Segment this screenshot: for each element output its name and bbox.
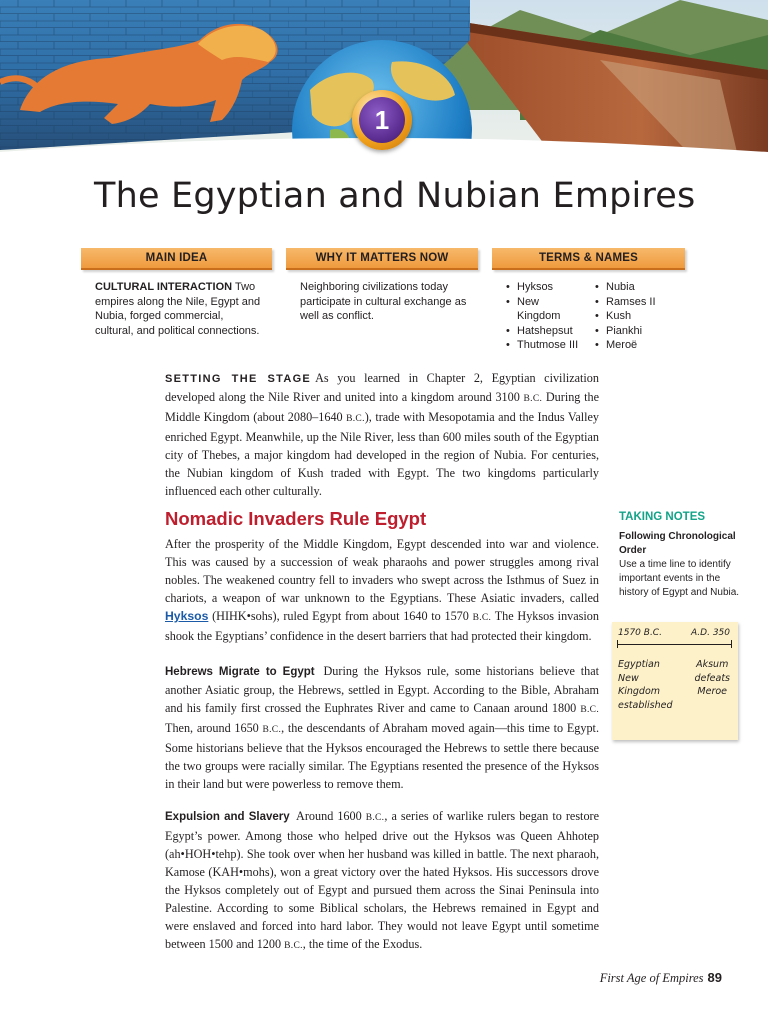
timeline-start-tick bbox=[617, 640, 618, 648]
main-idea-header: MAIN IDEA bbox=[81, 248, 272, 270]
setting-the-stage-label: SETTING THE STAGE bbox=[165, 373, 312, 385]
body-paragraph-3 bbox=[165, 807, 599, 955]
term-item: • Meroë bbox=[594, 338, 674, 353]
era-abbrev: B.C. bbox=[472, 613, 492, 623]
timeline-line bbox=[617, 644, 732, 645]
terms-list-left bbox=[505, 280, 585, 353]
term-item: • Hatshepsut bbox=[505, 324, 585, 339]
term-item: • Hyksos bbox=[505, 280, 585, 295]
event-line: Kingdom bbox=[618, 686, 661, 697]
term-item: • New Kingdom bbox=[505, 295, 585, 324]
timeline-notecard bbox=[612, 622, 738, 740]
taking-notes-header: TAKING NOTES bbox=[619, 511, 706, 523]
timeline-start-label: 1570 B.C. bbox=[618, 628, 662, 638]
era-abbrev: B.C. bbox=[365, 813, 385, 823]
text-run: Then, around 1650 bbox=[165, 721, 263, 735]
setting-the-stage-paragraph bbox=[165, 369, 599, 500]
body-paragraph-1 bbox=[165, 535, 599, 645]
page-title: The Egyptian and Nubian Empires bbox=[94, 176, 696, 216]
era-abbrev: B.C. bbox=[523, 394, 543, 404]
timeline-end-label: A.D. 350 bbox=[690, 628, 730, 638]
subhead-hebrews-migrate: Hebrews Migrate to Egypt bbox=[165, 666, 315, 678]
term-item: • Kush bbox=[594, 309, 674, 324]
text-run: Around 1600 bbox=[292, 809, 366, 823]
why-it-matters-text: Neighboring civilizations today participate in cultural exchange as well as conflict. bbox=[300, 281, 467, 322]
term-item: • Nubia bbox=[594, 280, 674, 295]
main-idea-lead: CULTURAL INTERACTION bbox=[95, 281, 233, 293]
era-abbrev: B.C. bbox=[580, 705, 599, 715]
footer-book-title: First Age of Empires bbox=[599, 971, 704, 985]
event-line: Meroe bbox=[697, 686, 728, 697]
event-line: Egyptian bbox=[618, 659, 660, 670]
era-abbrev: B.C. bbox=[284, 941, 303, 951]
text-run: , the time of the Exodus. bbox=[302, 937, 423, 951]
terms-list-right bbox=[594, 280, 674, 353]
terms-names-header: TERMS & NAMES bbox=[492, 248, 685, 270]
page-footer bbox=[600, 970, 722, 986]
text-run: , a series of warlike rulers began to restore Egypt’s power. Among those who helped drive out the Hyksos was Queen Ahhotep (ah•HOH•tehp). She took over when her husband was killed in battle. The next pharaoh, Kamose (KAH•mohs), won a great victory over the hated Hyksos. His successors drove the Hyksos completely out of Egypt and pursued them across the Sinai Peninsula into Palestine. According to some Biblical scholars, the Hebrews remained in Egypt and were enslaved and forced into hard labor. They would not leave Egypt until sometime between 1500 and 1200 bbox=[165, 809, 600, 951]
why-it-matters-header: WHY IT MATTERS NOW bbox=[286, 248, 478, 270]
timeline-end-tick bbox=[731, 640, 732, 648]
text-run: As you learned in Chapter 2, Egyptian civilization developed along the Nile River and united into a kingdom around 3100 bbox=[165, 371, 599, 404]
event-line: defeats bbox=[694, 672, 730, 684]
chapter-number-badge bbox=[352, 90, 412, 150]
body-paragraph-2 bbox=[165, 662, 599, 793]
era-abbrev: B.C. bbox=[262, 725, 282, 735]
text-run: The Hyksos invasion shook the Egyptians’ confidence in the desert barriers that had protected their kingdom. bbox=[165, 609, 599, 643]
page-number: 89 bbox=[707, 970, 722, 985]
term-item: • Ramses II bbox=[594, 295, 674, 310]
term-link-hyksos[interactable]: Hyksos bbox=[165, 609, 209, 623]
taking-notes-instructions: Use a time line to identify important events in the history of Egypt and Nubia. bbox=[619, 559, 740, 598]
text-run: , the descendants of Abraham moved again—this time to Egypt. Some historians believe that the Hyksos encouraged the Hebrews to settle there because the two groups were racially similar. The Egyptians resented the presence of the Hyksos in their land but were powerless to remove them. bbox=[165, 721, 599, 791]
term-item: • Piankhi bbox=[594, 324, 674, 339]
text-run: ), trade with Mesopotamia and the Indus Valley enriched Egypt. Meanwhile, up the Nile River, less than 600 miles south of the Egyptian city of Thebes, a major kingdom had developed in the region of Nubia. For centuries, the Nubian kingdom of Kush traded with Egypt. The two kingdoms particularly influenced each other culturally. bbox=[165, 410, 600, 498]
text-run: After the prosperity of the Middle Kingdom, Egypt descended into war and violence. This was caused by a succession of weak pharaohs and power struggles among rival nobles. The weakened country fell to invaders who swept across the Isthmus of Suez in chariots, a weapon of war unknown to the Egyptians. These Asiatic invaders, called bbox=[165, 537, 599, 605]
event-line: established bbox=[618, 699, 673, 711]
taking-notes-text bbox=[619, 530, 744, 600]
section-title: Nomadic Invaders Rule Egypt bbox=[165, 508, 427, 529]
subhead-expulsion-slavery: Expulsion and Slavery bbox=[165, 811, 290, 823]
chapter-number: 1 bbox=[359, 97, 405, 143]
timeline-event-left bbox=[618, 658, 673, 712]
main-idea-text bbox=[95, 280, 263, 338]
event-line: Aksum bbox=[696, 659, 729, 670]
era-abbrev: B.C. bbox=[346, 414, 365, 424]
text-run: During the Hyksos rule, some historians believe that another Asiatic group, the Hebrews, settled in Egypt. According to the Bible, Abraham and his family first crossed the Euphrates River and came to Canaan around 1800 bbox=[165, 664, 600, 715]
timeline-event-right bbox=[694, 658, 730, 699]
main-idea-body: Two empires along the Nile, Egypt and Nubia, forged commercial, cultural, and political connections. bbox=[95, 281, 261, 337]
taking-notes-lead: Following Chronological Order bbox=[619, 531, 736, 556]
text-run: (HIHK•sohs), ruled Egypt from about 1640 to 1570 bbox=[208, 609, 473, 623]
text-run: During the Middle Kingdom (about 2080–1640 bbox=[165, 390, 599, 424]
event-line: New bbox=[618, 672, 639, 684]
term-item: • Thutmose III bbox=[505, 338, 585, 353]
